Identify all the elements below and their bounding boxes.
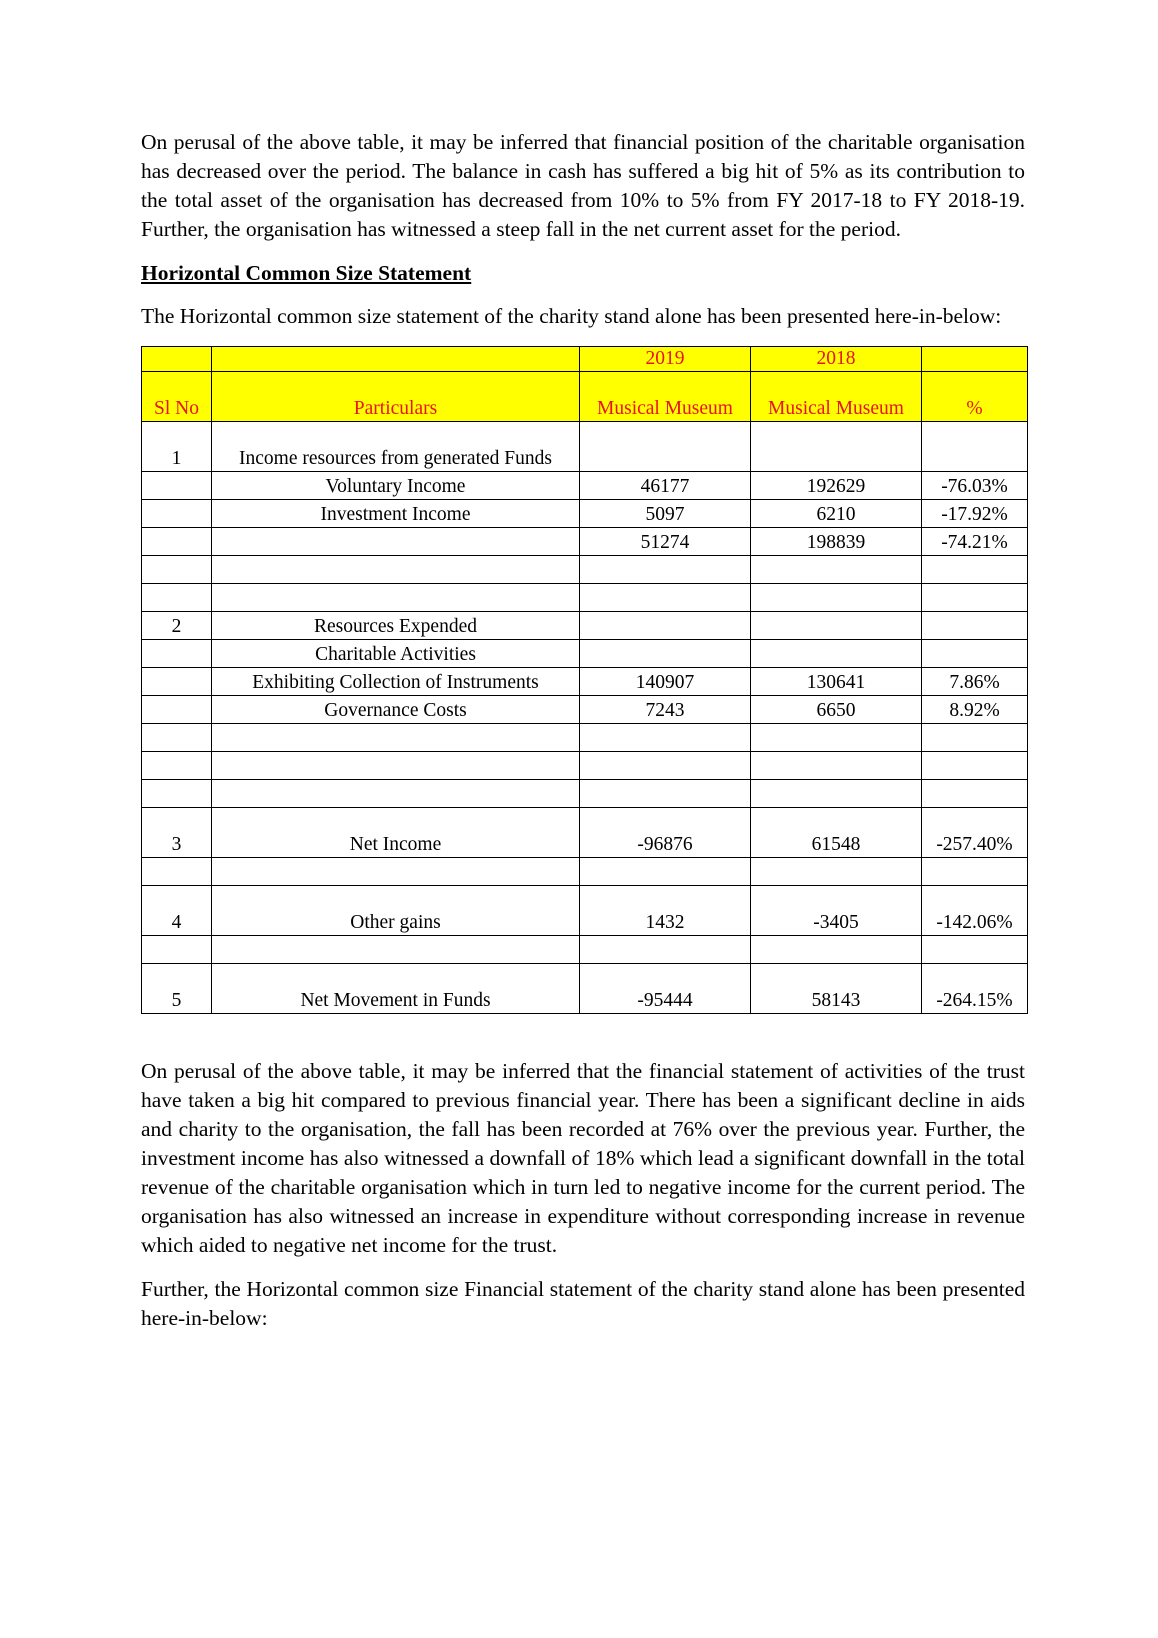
particulars-cell	[212, 724, 580, 752]
value-2019-cell	[580, 936, 751, 964]
value-2019-cell	[580, 858, 751, 886]
percent-cell	[922, 752, 1028, 780]
particulars-cell: Exhibiting Collection of Instruments	[212, 668, 580, 696]
particulars-cell	[212, 780, 580, 808]
value-2019-cell	[580, 640, 751, 668]
value-2019-cell: 46177	[580, 472, 751, 500]
value-2019-cell	[580, 724, 751, 752]
table-row	[142, 472, 1028, 500]
table-row	[142, 668, 1028, 696]
table-row	[142, 752, 1028, 780]
sl-no-cell	[142, 936, 212, 964]
value-2019-cell: 51274	[580, 528, 751, 556]
percent-cell: -264.15%	[922, 964, 1028, 1014]
sl-no-cell	[142, 858, 212, 886]
percent-cell	[922, 556, 1028, 584]
particulars-cell: Other gains	[212, 886, 580, 936]
table-row	[142, 886, 1028, 936]
value-2018-cell	[751, 422, 922, 472]
table-row	[142, 500, 1028, 528]
sl-no-cell	[142, 500, 212, 528]
header-cell	[212, 347, 580, 372]
value-2019-cell	[580, 422, 751, 472]
particulars-cell	[212, 936, 580, 964]
value-2018-cell	[751, 858, 922, 886]
value-2018-cell: -3405	[751, 886, 922, 936]
header-cell: 2018	[751, 347, 922, 372]
percent-cell: -74.21%	[922, 528, 1028, 556]
percent-cell: -17.92%	[922, 500, 1028, 528]
sl-no-cell: 2	[142, 612, 212, 640]
sl-no-cell	[142, 556, 212, 584]
value-2019-cell: 5097	[580, 500, 751, 528]
table-row	[142, 422, 1028, 472]
table-row	[142, 640, 1028, 668]
sl-no-cell: 4	[142, 886, 212, 936]
horizontal-common-size-table	[141, 346, 1028, 1014]
particulars-cell: Voluntary Income	[212, 472, 580, 500]
value-2019-cell	[580, 780, 751, 808]
value-2018-cell: 6650	[751, 696, 922, 724]
percent-cell: -257.40%	[922, 808, 1028, 858]
particulars-cell: Net Movement in Funds	[212, 964, 580, 1014]
value-2019-cell	[580, 584, 751, 612]
table-row	[142, 528, 1028, 556]
table-row	[142, 584, 1028, 612]
particulars-cell: Income resources from generated Funds	[212, 422, 580, 472]
value-2019-cell: -95444	[580, 964, 751, 1014]
percent-cell	[922, 724, 1028, 752]
value-2018-cell: 130641	[751, 668, 922, 696]
sl-no-cell	[142, 584, 212, 612]
value-2019-cell: 1432	[580, 886, 751, 936]
value-2018-cell	[751, 612, 922, 640]
value-2019-cell	[580, 612, 751, 640]
percent-cell	[922, 858, 1028, 886]
particulars-cell: Resources Expended	[212, 612, 580, 640]
value-2018-cell: 192629	[751, 472, 922, 500]
table-row	[142, 724, 1028, 752]
header-cell-2018: Musical Museum	[751, 372, 922, 422]
particulars-cell	[212, 584, 580, 612]
value-2018-cell	[751, 780, 922, 808]
header-cell	[142, 347, 212, 372]
value-2018-cell: 61548	[751, 808, 922, 858]
table-row	[142, 936, 1028, 964]
value-2018-cell: 198839	[751, 528, 922, 556]
value-2018-cell	[751, 724, 922, 752]
particulars-cell	[212, 752, 580, 780]
value-2019-cell	[580, 752, 751, 780]
header-cell-sl-no: Sl No	[142, 372, 212, 422]
sl-no-cell	[142, 696, 212, 724]
sl-no-cell	[142, 724, 212, 752]
value-2018-cell: 6210	[751, 500, 922, 528]
percent-cell: -76.03%	[922, 472, 1028, 500]
table-row	[142, 964, 1028, 1014]
header-cell-percent: %	[922, 372, 1028, 422]
table-row	[142, 808, 1028, 858]
value-2018-cell	[751, 640, 922, 668]
analysis-paragraph: On perusal of the above table, it may be inferred that the financial statement of activities of the trust have taken a big hit compared to previous financial year. There has been a significant decline in aids and charity to the organisation, the fall has been recorded at 76% over the previous year. Further, the investment income has also witnessed a downfall of 18% which lead a significant downfall in the total revenue of the charitable organisation which in turn led to negative income for the current period. The organisation has also witnessed an increase in expenditure without corresponding increase in revenue which aided to negative net income for the trust.	[141, 1059, 1025, 1257]
percent-cell	[922, 936, 1028, 964]
document-page	[141, 128, 1025, 1333]
table-header-row-bottom	[142, 372, 1028, 422]
particulars-cell	[212, 858, 580, 886]
value-2019-cell	[580, 556, 751, 584]
header-cell: 2019	[580, 347, 751, 372]
value-2018-cell	[751, 752, 922, 780]
percent-cell	[922, 640, 1028, 668]
sl-no-cell: 3	[142, 808, 212, 858]
particulars-cell	[212, 528, 580, 556]
value-2019-cell: 140907	[580, 668, 751, 696]
sl-no-cell	[142, 528, 212, 556]
table-row	[142, 556, 1028, 584]
header-cell	[922, 347, 1028, 372]
sl-no-cell	[142, 668, 212, 696]
table-header-row-top	[142, 347, 1028, 372]
percent-cell: 7.86%	[922, 668, 1028, 696]
closing-paragraph: Further, the Horizontal common size Financial statement of the charity stand alone has been presented here-in-below:	[141, 1277, 1025, 1330]
particulars-cell: Investment Income	[212, 500, 580, 528]
sl-no-cell	[142, 640, 212, 668]
header-cell-2019: Musical Museum	[580, 372, 751, 422]
section-heading: Horizontal Common Size Statement	[141, 261, 472, 285]
sl-no-cell: 1	[142, 422, 212, 472]
particulars-cell: Charitable Activities	[212, 640, 580, 668]
particulars-cell: Net Income	[212, 808, 580, 858]
sl-no-cell	[142, 472, 212, 500]
sl-no-cell: 5	[142, 964, 212, 1014]
table-row	[142, 858, 1028, 886]
particulars-cell	[212, 556, 580, 584]
value-2018-cell	[751, 556, 922, 584]
percent-cell: 8.92%	[922, 696, 1028, 724]
percent-cell	[922, 612, 1028, 640]
particulars-cell: Governance Costs	[212, 696, 580, 724]
sl-no-cell	[142, 780, 212, 808]
header-cell-particulars: Particulars	[212, 372, 580, 422]
table-intro-paragraph: The Horizontal common size statement of the charity stand alone has been presented here-in-below:	[141, 304, 1002, 328]
percent-cell: -142.06%	[922, 886, 1028, 936]
intro-paragraph: On perusal of the above table, it may be inferred that financial position of the charitable organisation has decreased over the period. The balance in cash has suffered a big hit of 5% as its contribution to the total asset of the organisation has decreased from 10% to 5% from FY 2017-18 to FY 2018-19. Further, the organisation has witnessed a steep fall in the net current asset for the period.	[141, 130, 1025, 241]
value-2019-cell: -96876	[580, 808, 751, 858]
value-2018-cell: 58143	[751, 964, 922, 1014]
percent-cell	[922, 422, 1028, 472]
table-row	[142, 612, 1028, 640]
value-2019-cell: 7243	[580, 696, 751, 724]
value-2018-cell	[751, 936, 922, 964]
percent-cell	[922, 780, 1028, 808]
table-row	[142, 696, 1028, 724]
value-2018-cell	[751, 584, 922, 612]
table-row	[142, 780, 1028, 808]
sl-no-cell	[142, 752, 212, 780]
percent-cell	[922, 584, 1028, 612]
